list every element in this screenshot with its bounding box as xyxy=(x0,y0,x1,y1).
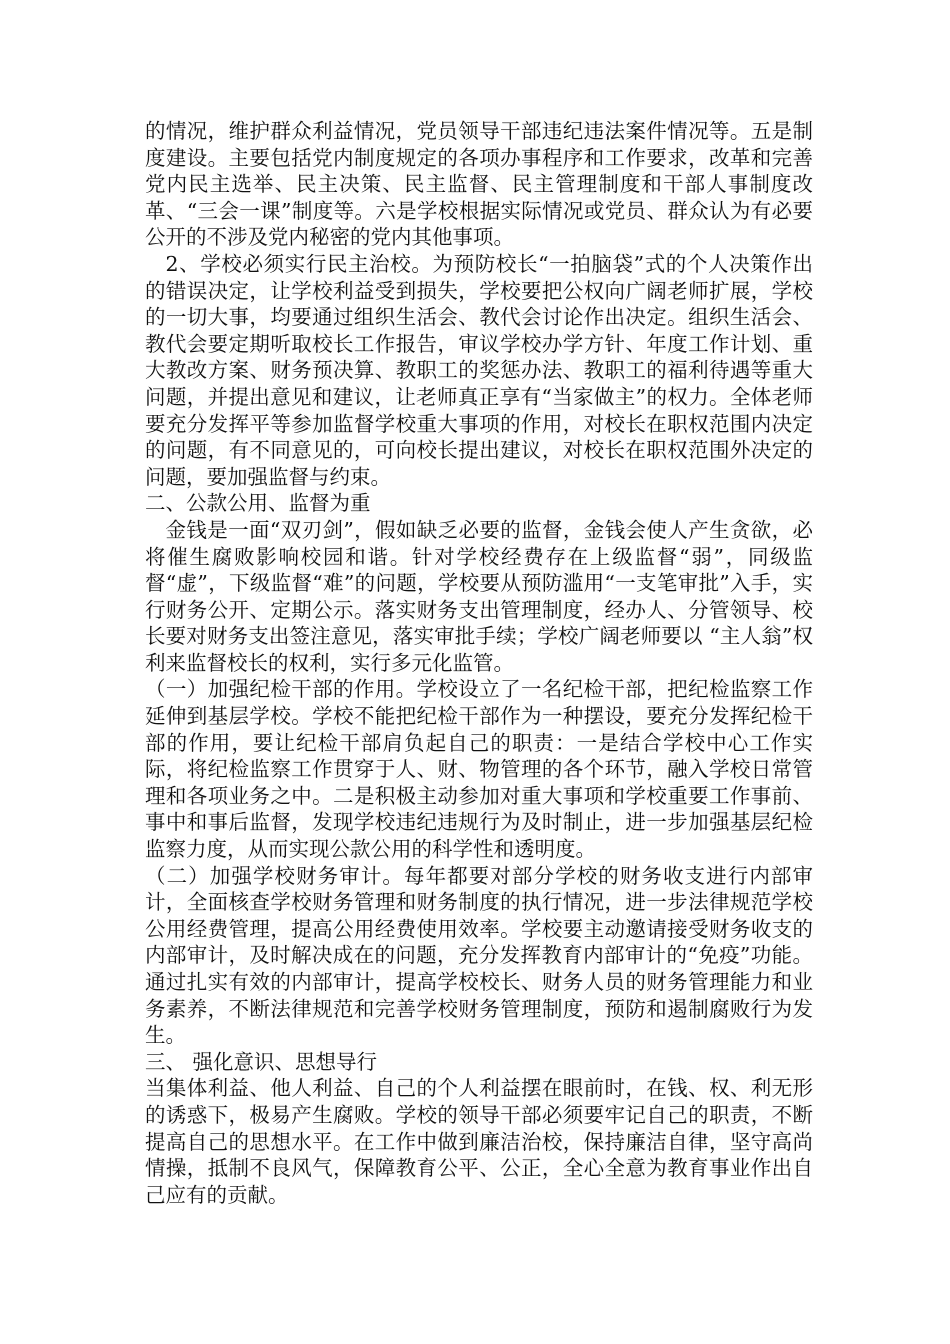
paragraph-money-supervision: 金钱是一面“双刃剑”，假如缺乏必要的监督，金钱会使人产生贪欲，必将催生腐败影响校园和谐。针对学校经费存在上级监督“弱”，同级监督“虚”，下级监督“难”的问题，学校要从预防滥用“一支笔审批”入手，实行财务公开、定期公示。落实财务支出管理制度，经办人、分管领导、校长要对财务支出签注意见，落实审批手续；学校广阔老师要以 “主人翁”权利来监督校长的权利，实行多元化监管。 xyxy=(145,517,813,675)
section-heading-public-funds: 二、公款公用、监督为重 xyxy=(145,491,371,516)
paragraph-financial-audit: （二）加强学校财务审计。每年都要对部分学校的财务收支进行内部审计，全面核查学校财务管理和财务制度的执行情况，进一步法律规范学校公用经费管理，提高公用经费使用效率。学校要主动邀请接受财务收支的内部审计，及时解决成在的问题，充分发挥教育内部审计的“免疫”功能。通过扎实有效的内部审计，提高学校校长、财务人员的财务管理能力和业务素养，不断法律规范和完善学校财务管理制度，预防和遏制腐败行为发生。 xyxy=(145,863,813,1048)
paragraph-integrity: 当集体利益、他人利益、自己的个人利益摆在眼前时，在钱、权、利无形的诱惑下，极易产生腐败。学校的领导干部必须要牢记自己的职责，不断提高自己的思想水平。在工作中做到廉洁治校，保持廉洁自律，坚守高尚情操，抵制不良风气，保障教育公平、公正，全心全意为教育事业作出自己应有的贡献。 xyxy=(145,1076,813,1207)
document-body xyxy=(145,118,813,1208)
paragraph-discipline-inspection: （一）加强纪检干部的作用。学校设立了一名纪检干部，把纪检监察工作延伸到基层学校。学校不能把纪检干部作为一种摆设，要充分发挥纪检干部的作用，要让纪检干部肩负起自己的职责：一是结合学校中心工作实际，将纪检监察工作贯穿于人、财、物管理的各个环节，融入学校日常管理和各项业务之中。二是积极主动参加对重大事项和学校重要工作事前、事中和事后监督，发现学校违纪违规行为及时制止，进一步加强基层纪检监察力度，从而实现公款公用的科学性和透明度。 xyxy=(145,677,813,862)
paragraph-democratic-management: 2、学校必须实行民主治校。为预防校长“一拍脑袋”式的个人决策作出的错误决定，让学校利益受到损失，学校要把公权向广阔老师扩展，学校的一切大事，均要通过组织生活会、教代会讨论作出决定。组织生活会、教代会要定期听取校长工作报告，审议学校办学方针、年度工作计划、重大教改方案、财务预决算、教职工的奖惩办法、教职工的福利待遇等重大问题，并提出意见和建议，让老师真正享有“当家做主”的权力。全体老师要充分发挥平等参加监督学校重大事项的作用，对校长在职权范围内决定的问题，有不同意见的，可向校长提出建议，对校长在职权范围外决定的问题，要加强监督与约束。 xyxy=(145,251,813,489)
section-heading-awareness: 三、 强化意识、思想导行 xyxy=(145,1049,378,1074)
paragraph-public-affairs-items: 的情况，维护群众利益情况，党员领导干部违纪违法案件情况等。五是制度建设。主要包括党内制度规定的各项办事程序和工作要求，改革和完善党内民主选举、民主决策、民主监督、民主管理制度和干部人事制度改革、“三会一课”制度等。六是学校根据实际情况或党员、群众认为有必要公开的不涉及党内秘密的党内其他事项。 xyxy=(145,119,813,250)
